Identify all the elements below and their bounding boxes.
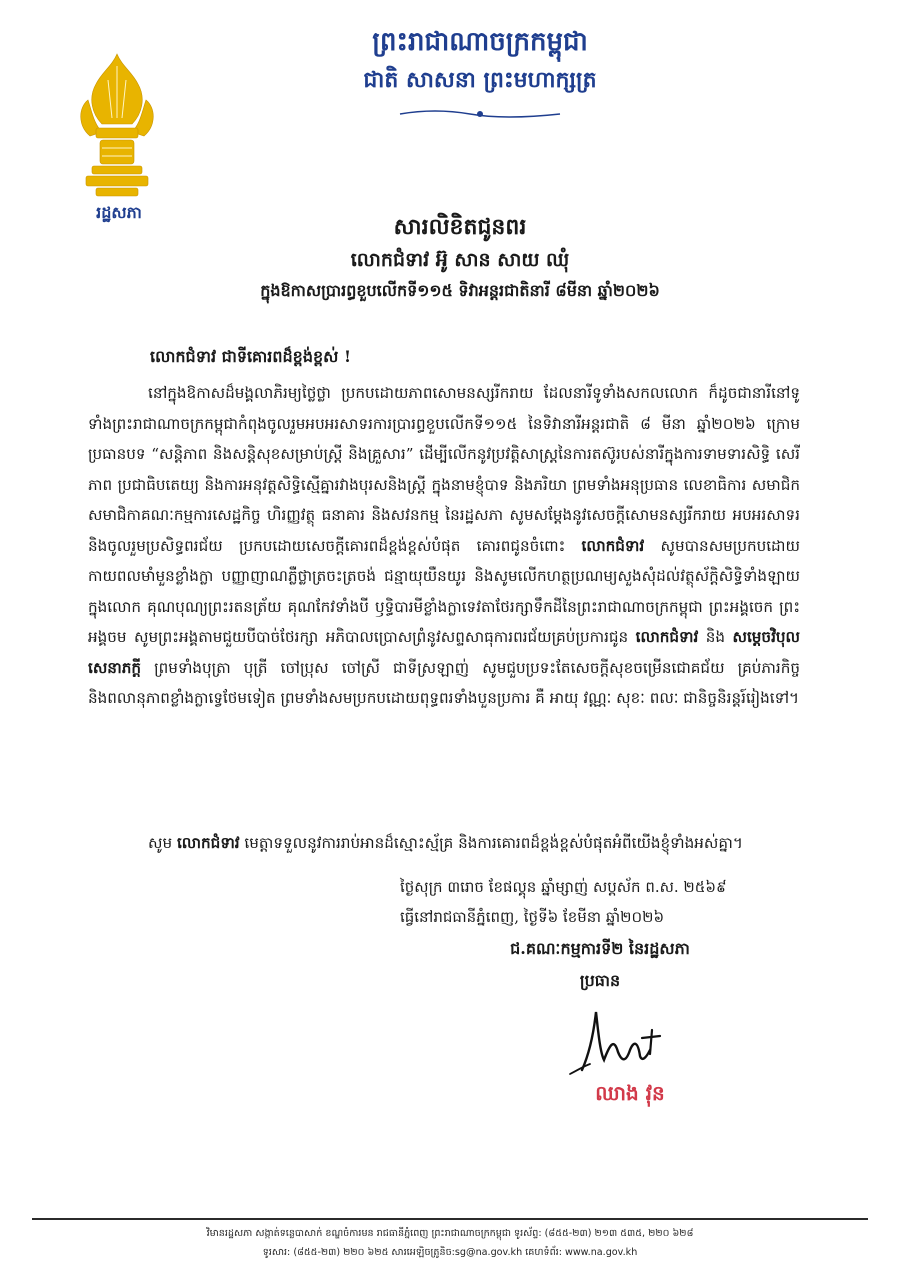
body-text-part: សូមបានសមប្រកបដោយកាយពលមាំមួនខ្លាំងក្លា បញ្ញាញាណភ្លឺថ្លាត្រចះត្រចង់ ជន្មាយុយឺនយូរ និងសូមលើកហត្ថប្រណម្យសួងសុំដល់វត្ថុស័ក្តិសិទ្ធិទាំងឡាយក្នុងលោក គុណបុណ្យព្រះរតនត្រ័យ គុណកែវទាំងបី ឫទ្ធិបារមីខ្លាំងក្លាទេវតាថែរក្សាទឹកដីនៃព្រះរាជាណាចក្រកម្ពុជា ព្រះអង្គចេក ព្រះអង្គចម សូមព្រះអង្គតាមជួយបីបាច់ថែរក្សា អភិបាលប្រោសព្រំនូវសព្ទសាធុការពរជ័យគ្រប់ប្រការជូន [88,536,800,646]
salutation: លោកជំទាវ ជាទីគោរពដ៏ខ្ពង់ខ្ពស់ ! [150,347,351,366]
body-bold-honorific: សម្តេចវិបុលសេនាភក្តី [88,628,800,677]
body-bold-honorific: លោកជំទាវ [581,536,645,555]
ornament-divider-icon [390,108,570,120]
footer-divider [32,1218,868,1220]
footer-address: វិមានរដ្ឋសភា សង្កាត់ទន្លេបាសាក់ ខណ្ឌចំការមន រាជធានីភ្នំពេញ ព្រះរាជាណាចក្រកម្ពុជា ទូរស័ព្ទ: (៨៥៥-២៣) ២១៣ ៥៣៥, ២២០ ៦២៨ [206,1228,694,1239]
solar-date: ធ្វើនៅរាជធានីភ្នំពេញ, ថ្ងៃទី៦ ខែមីនា ឆ្នាំ២០២៦ [400,908,665,926]
body-text-part: ព្រមទាំងបុត្រា បុត្រី ចៅប្រុស ចៅស្រី ជាទីស្រឡាញ់ សូមជួបប្រទះតែសេចក្តីសុខចម្រើនជោគជ័យ គ្រប់ភារកិច្ច និងពលានុភាពខ្លាំងក្លាទ្វេថែមទៀត ព្រមទាំងសមប្រកបដោយពុទ្ធពរទាំងបួនប្រការ គឺ អាយុ វណ្ណៈ សុខៈ ពលៈ ជានិច្ចនិរន្តរ៍រៀងទៅ។ [88,658,800,707]
body-text-part: និង [698,628,733,646]
recipient-name: លោកជំទាវ អ៊ូ សាន សាយ ឈុំ [350,249,570,271]
national-motto: ជាតិ សាសនា ព្រះមហាក្សត្រ [363,67,597,93]
footer-contact [120,1224,780,1262]
closing-text-part: សូម [148,834,177,852]
sender-office: ជ.គណៈកម្មការទី២ នៃរដ្ឋសភា [510,939,690,958]
letter-title: សារលិខិតជូនពរ [393,214,527,240]
closing-text-part: មេត្តាទទួលនូវការរាប់អានដ៏ស្មោះស្ម័គ្រ និងការគោរពដ៏ខ្ពង់ខ្ពស់បំផុតអំពីយើងខ្ញុំទាំងអស់គ្នា។ [239,834,743,852]
closing-paragraph [88,828,800,858]
handwritten-signature-icon [560,1000,700,1080]
letter-title-block [150,210,770,306]
kingdom-title: ព្រះរាជាណាចក្រកម្ពុជា [372,27,588,57]
occasion-line: ក្នុងឱកាសប្រារព្ធខួបលើកទី១១៥ ទិវាអន្តរជាតិនារី ៨មីនា ឆ្នាំ២០២៦ [260,281,660,300]
national-header [250,22,710,98]
sender-role: ប្រធាន [579,971,621,990]
parliament-emblem-icon [72,52,162,200]
institution-name: រដ្ឋសភា [96,203,142,222]
date-block [400,872,800,932]
closing-bold-honorific: លោកជំទាវ [176,834,240,852]
footer-contacts: ទូរសារ: (៨៥៥-២៣) ២២០ ៦២៥ សារអេឡិចត្រូនិច:sg@na.gov.kh គេហទំព័រ: www.na.gov.kh [262,1247,638,1258]
body-text-part: នៅក្នុងឱកាសដ៏មង្គលាភិរម្យថ្លៃថ្លា ប្រកបដោយភាពសោមនស្សរីករាយ ដែលនារីទូទាំងសកលលោក ក៏ដូចជានារីនៅទូទាំងព្រះរាជាណាចក្រកម្ពុជាកំពុងចូលរួមអបអរសាទរការប្រារព្ធខួបលើកទី១១៥ នៃទិវានារីអន្តរជាតិ ៨ មីនា ឆ្នាំ២០២៦ ក្រោមប្រធានបទ “សន្តិភាព និងសន្តិសុខសម្រាប់ស្ត្រី និងគ្រួសារ” ដើម្បីលើកនូវប្រវត្តិសាស្ត្រនៃការតស៊ូរបស់នារីក្នុងការទាមទារសិទ្ធិ សេរីភាព ប្រជាធិបតេយ្យ និងការអនុវត្តសិទ្ធិស្មើគ្នារវាងបុរសនិងស្ត្រី ក្នុងនាមខ្ញុំបាទ និងភរិយា ព្រមទាំងអនុប្រធាន លេខាធិការ សមាជិក សមាជិកាគណៈកម្មការសេដ្ឋកិច្ច ហិរញ្ញវត្ថុ ធនាគារ និងសវនកម្ម នៃរដ្ឋសភា សូមសម្តែងនូវសេចក្តីសោមនស្សរីករាយ អបអរសាទរ និងចូលរួមប្រសិទ្ធពរជ័យ ប្រកបដោយសេចក្តីគោរពដ៏ខ្ពង់ខ្ពស់បំផុត គោរពជូនចំពោះ [88,384,800,555]
body-bold-honorific: លោកជំទាវ [635,628,699,646]
body-paragraph [88,378,800,714]
lunar-date: ថ្ងៃសុក្រ ៣រោច ខែផល្គុន ឆ្នាំម្សាញ់ សប្តស័ក ព.ស. ២៥៦៩ [400,878,727,896]
signer-name-stamp: ឈាង វុន [595,1081,665,1105]
